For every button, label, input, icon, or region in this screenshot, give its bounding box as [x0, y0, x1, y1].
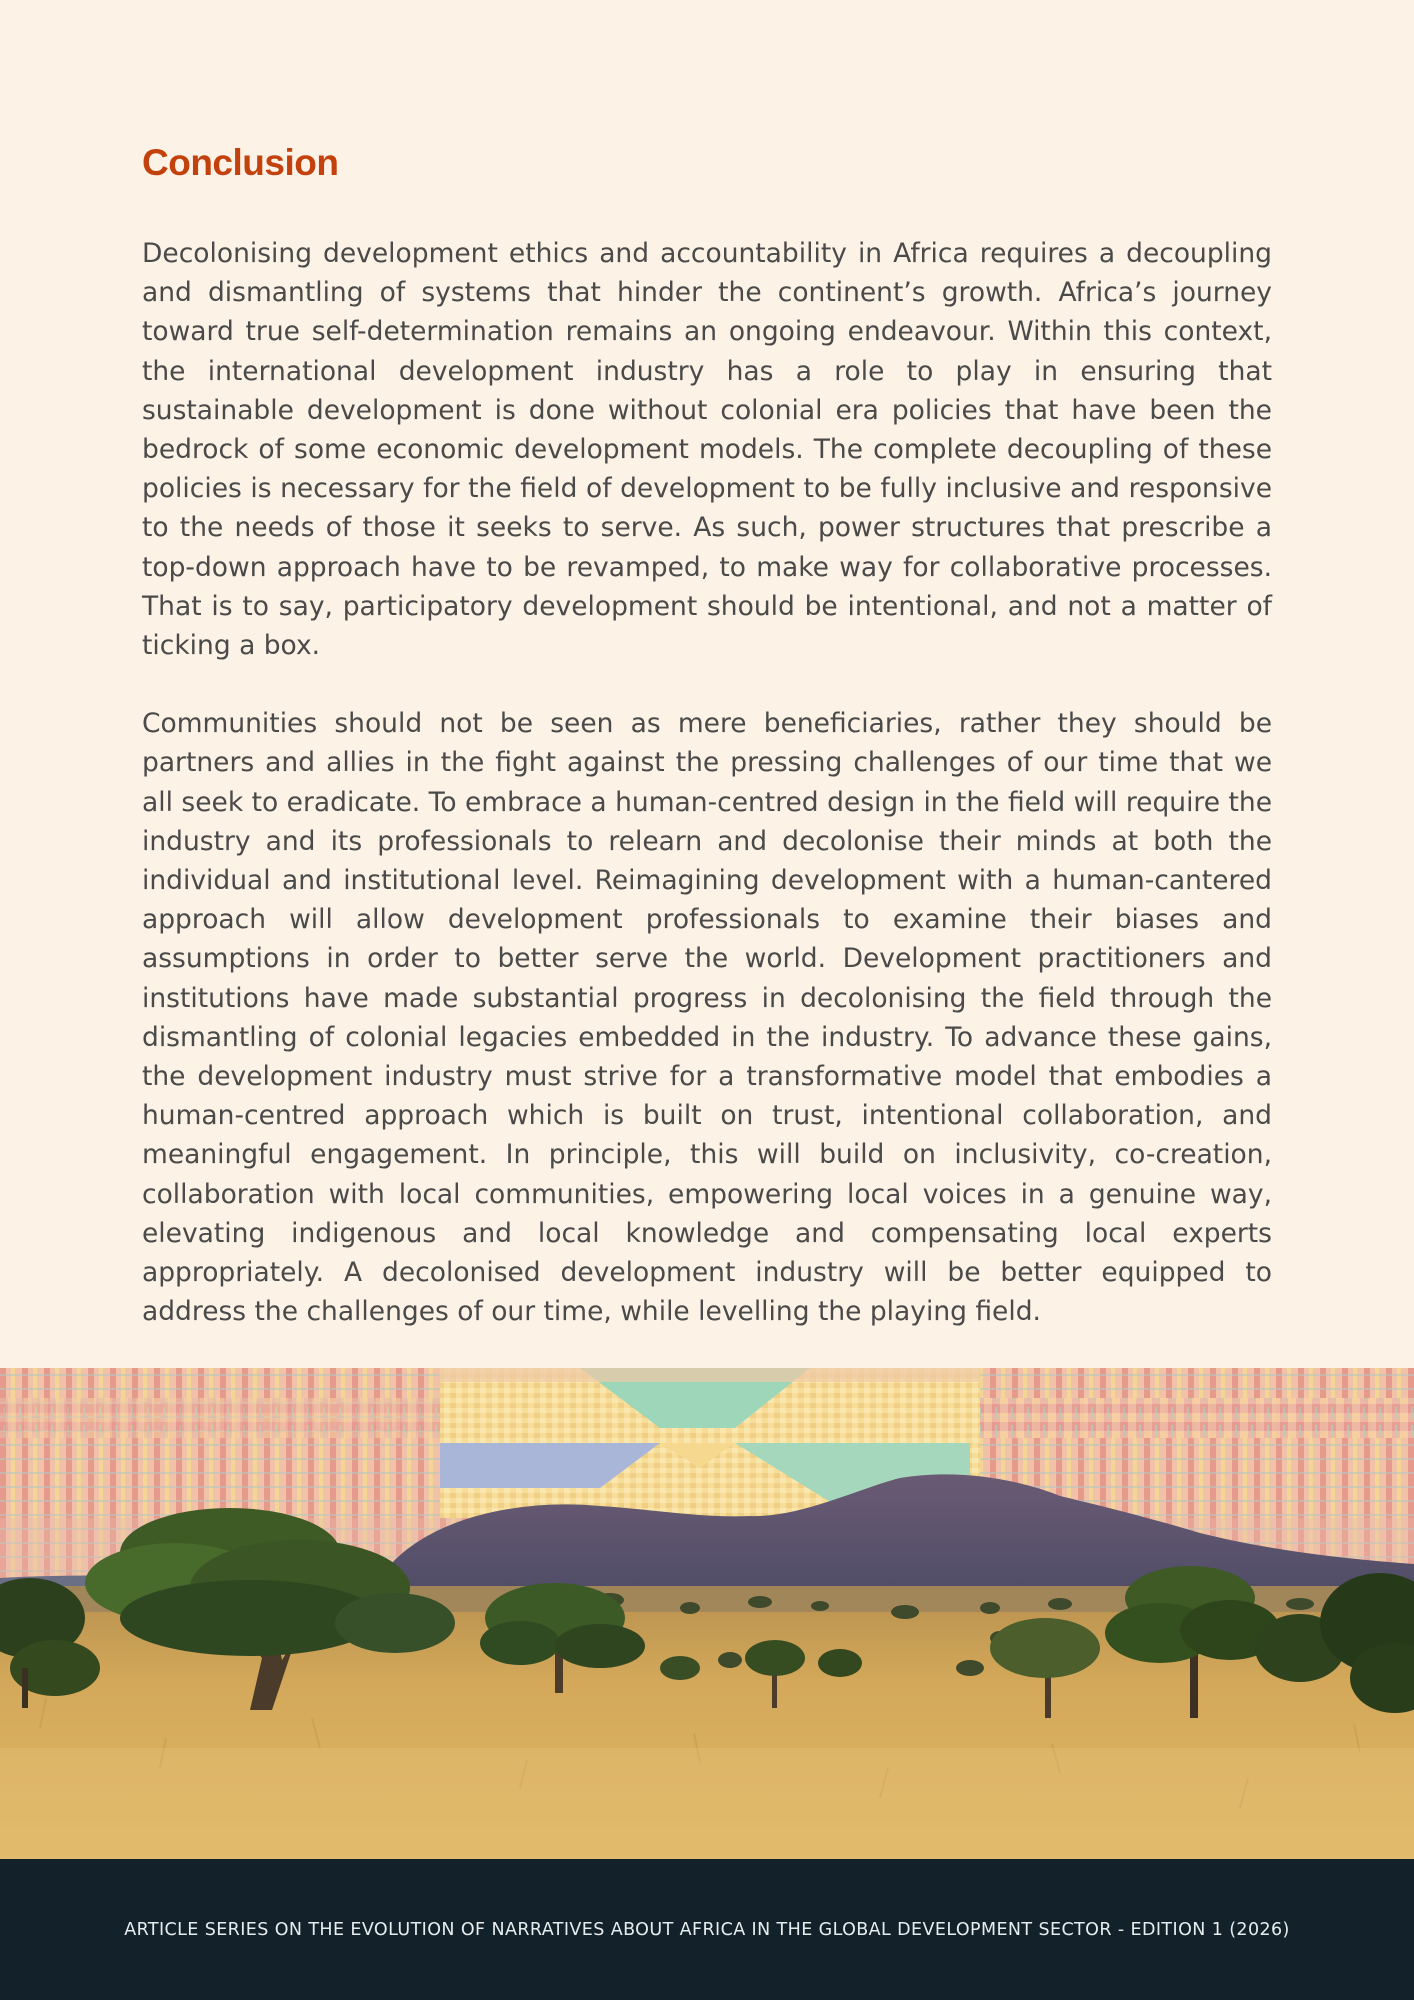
paragraph-1: Decolonising development ethics and accountability in Africa requires a decoupling and dismantling of systems that hinder the continent’s growth. Africa’s journey toward true self-determination remains an ongoing endeavour. Within this context, the international development industry has a role to play in ensuring that sustainable development is done without colonial era policies that have been the bedrock of some economic development models. The complete decoupling of these policies is necessary for the field of development to be fully inclusive and responsive to the needs of those it seeks to serve. As such, power structures that prescribe a top-down approach have to be revamped, to make way for collaborative processes. That is to say, participatory development should be intentional, and not a matter of ticking a box. — [142, 238, 1272, 662]
paragraph-2: Communities should not be seen as mere beneficiaries, rather they should be partners and allies in the fight against the pressing challenges of our time that we all seek to eradicate. To embrace a human-centred design in the field will require the industry and its professionals to relearn and decolonise their minds at both the individual and institutional level. Reimagining development with a human-cantered approach will allow development professionals to examine their biases and assumptions in order to better serve the world. Development practitioners and institutions have made substantial progress in decolonising the field through the dismantling of colonial legacies embedded in the industry. To advance these gains, the development industry must strive for a transformative model that embodies a human-centred approach which is built on trust, intentional collaboration, and meaningful engagement. In principle, this will build on inclusivity, co-creation, collaboration with local communities, empowering local voices in a genuine way, elevating indigenous and local knowledge and compensating local experts appropriately. A decolonised development industry will be better equipped to address the challenges of our time, while levelling the playing field. — [142, 708, 1272, 1328]
savanna-kente-illustration — [0, 1368, 1414, 1859]
section-title: Conclusion — [142, 142, 339, 183]
footer-series-text: ARTICLE SERIES ON THE EVOLUTION OF NARRATIVES ABOUT AFRICA IN THE GLOBAL DEVELOPMENT SECTOR - EDITION 1 (2026) — [124, 1919, 1290, 1940]
footer-bar — [0, 1859, 1414, 2000]
article-content — [142, 138, 1272, 1331]
